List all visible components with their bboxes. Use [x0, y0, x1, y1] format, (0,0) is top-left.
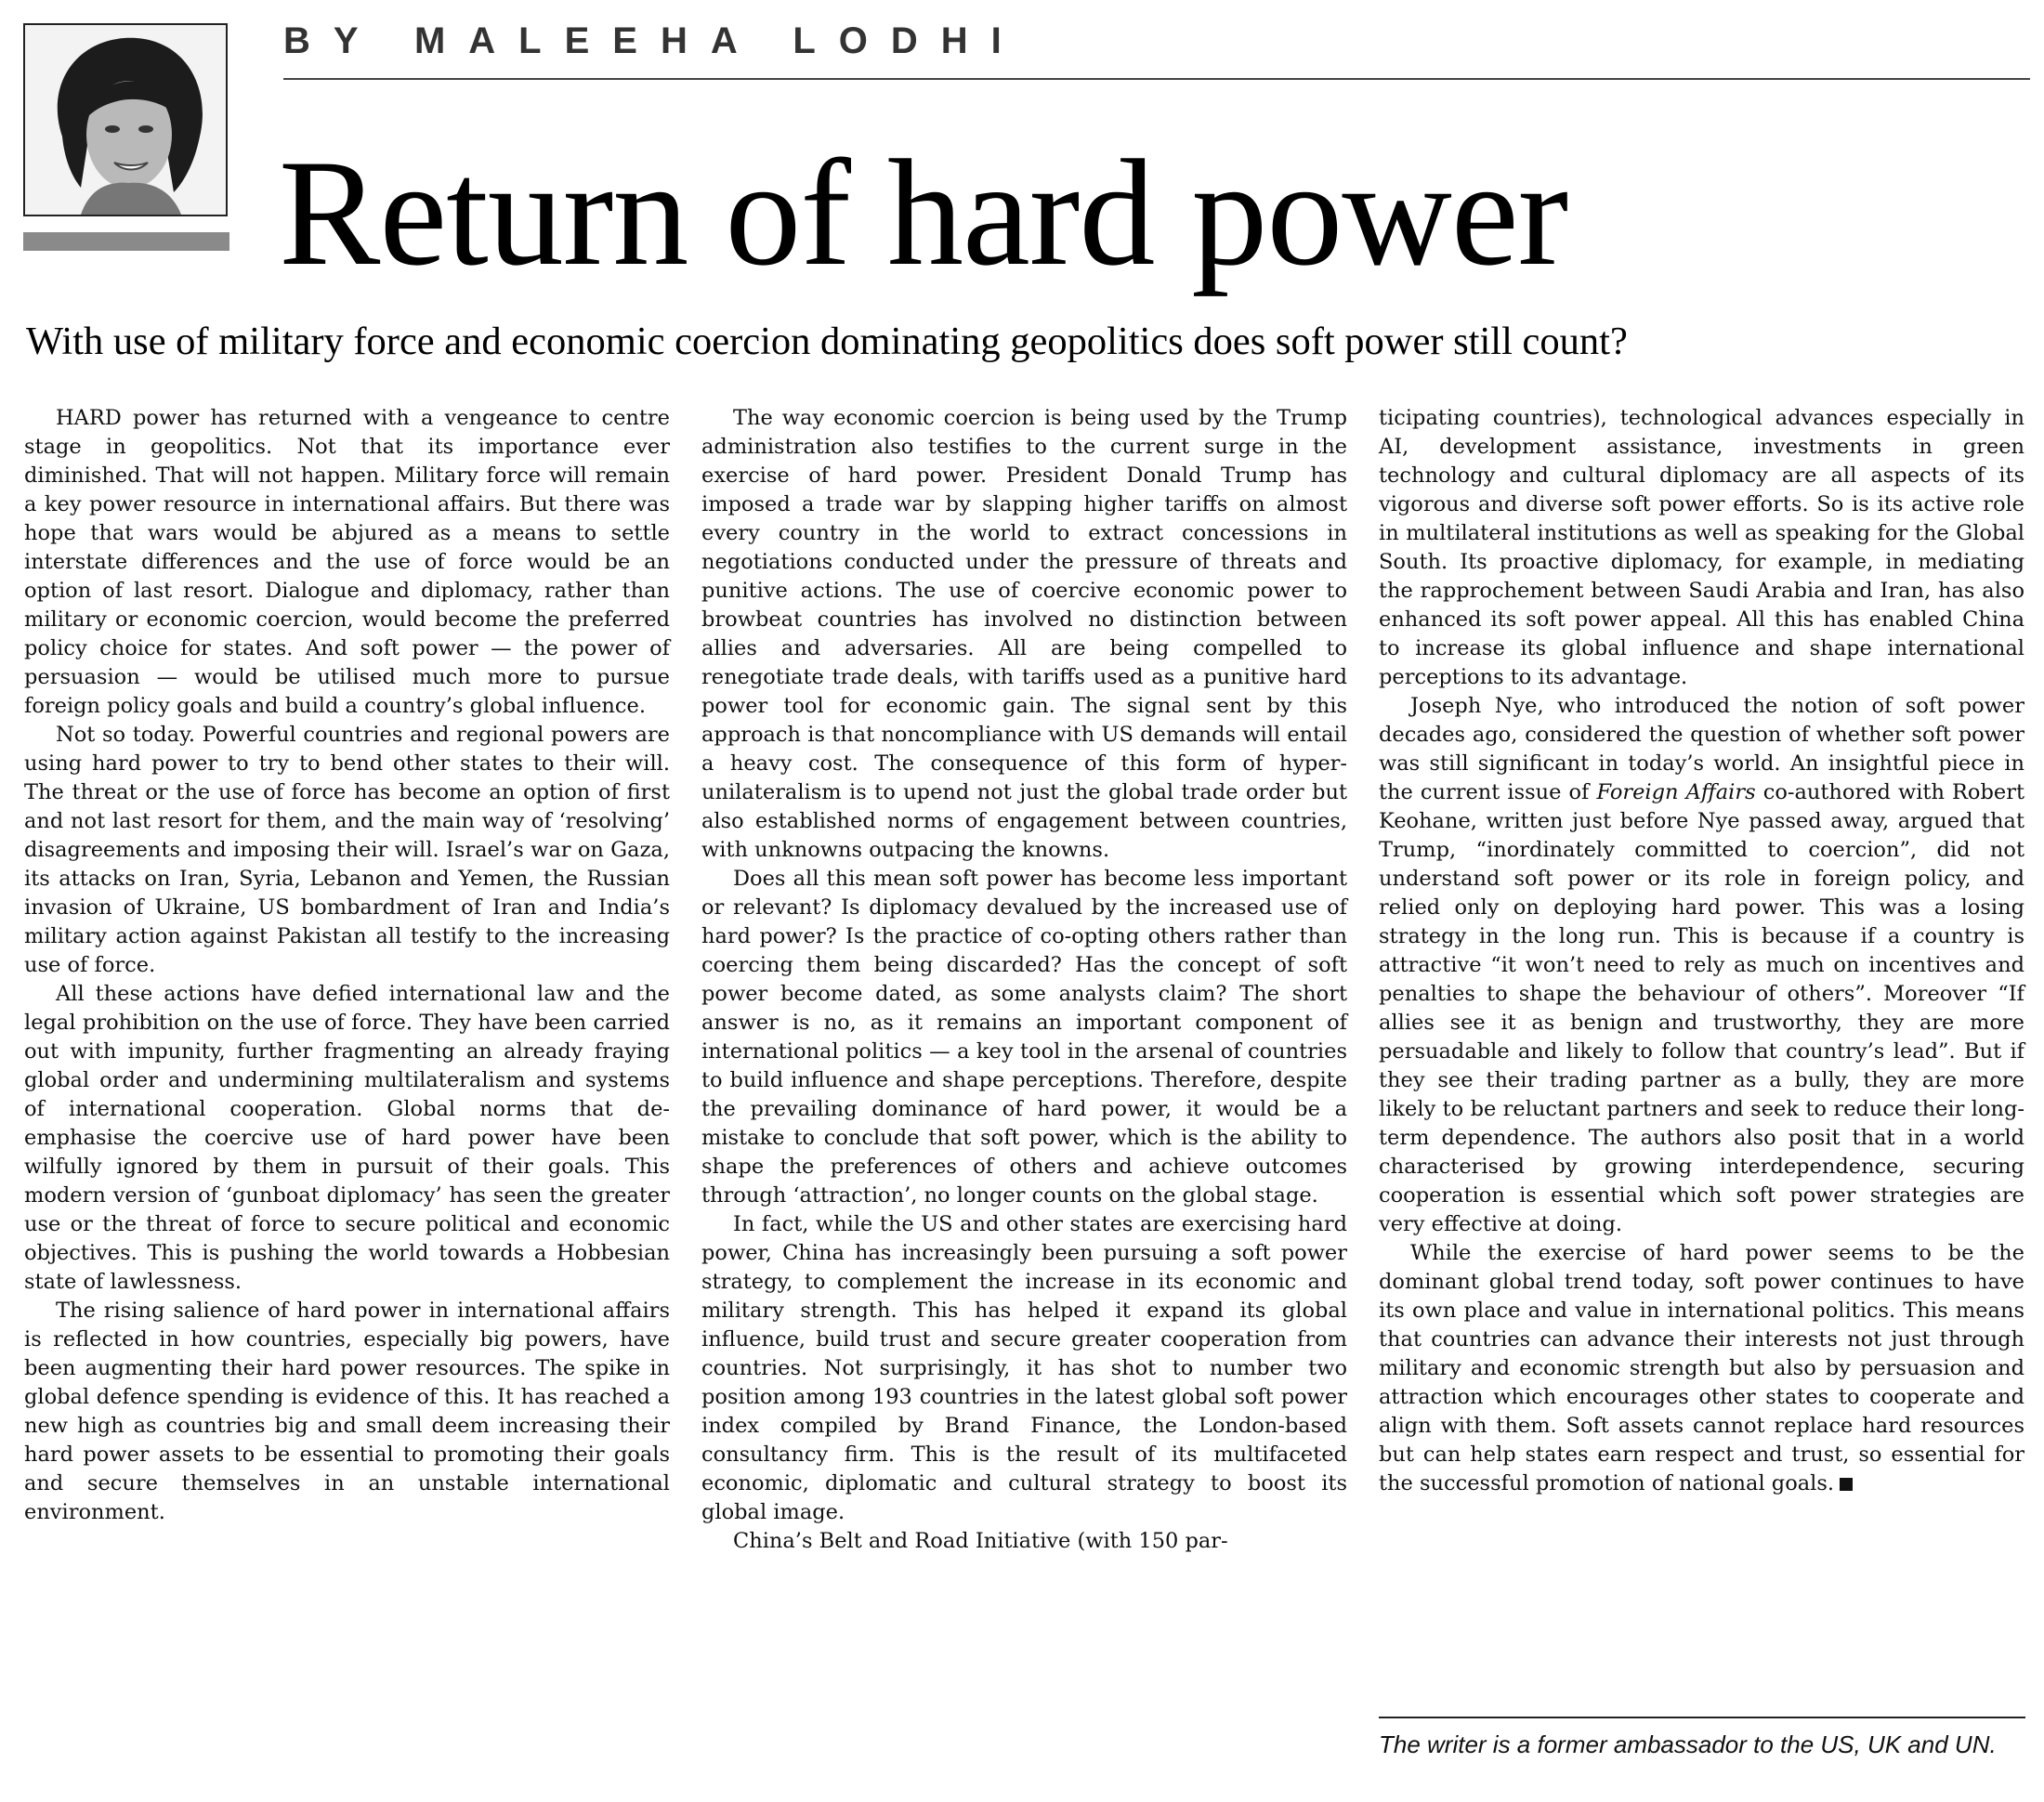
article-column-1: [24, 404, 670, 1527]
author-portrait: [23, 23, 228, 216]
paragraph: The rising salience of hard power in international affairs is reflected in how countries, especially big powers, have been augmenting their hard power resources. The spike in global defence spending is evidence of this. It has reached a new high as countries big and small deem increasing their hard power assets to be essential to promoting their goals and secure themselves in an unstable international environment.: [24, 1299, 670, 1524]
publication-title: Foreign Affairs: [1596, 780, 1756, 804]
paragraph: [1379, 692, 2024, 1239]
paragraph: In fact, while the US and other states are exercising hard power, China has increasingly been pursuing a soft power strategy, to complement the increase in its economic and military strength. This has helped it expand its global influence, build trust and secure greater cooperation from countries. Not surprisingly, it has shot to number two position among 193 countries in the latest global soft power index compiled by Brand Finance, the London-based consultancy firm. This is the result of its multifaceted economic, diplomatic and cultural strategy to boost its global image.: [701, 1212, 1347, 1524]
paragraph: [1379, 1239, 2024, 1498]
article-column-3: [1379, 404, 2024, 1498]
footnote-rule: [1379, 1717, 2025, 1718]
headline: Return of hard power: [279, 129, 1568, 297]
author-footnote: The writer is a former ambassador to the US, UK and UN.: [1379, 1730, 1997, 1758]
standfirst: With use of military force and economic coercion dominating geopolitics does soft power still count?: [26, 320, 1628, 363]
paragraph-text: While the exercise of hard power seems to be the dominant global trend today, soft power continues to have its own place and value in international politics. This means that countries can advance their interests not just through military and economic strength but also by persuasion and attraction which encourages other states to cooperate and align with them. Soft assets cannot replace hard resources but can help states earn respect and trust, so essential for the successful promotion of national goals.: [1379, 1241, 2024, 1495]
portrait-accent-bar: [23, 232, 229, 251]
paragraph: China’s Belt and Road Initiative (with 150 par-: [733, 1529, 1228, 1553]
paragraph: HARD power has returned with a vengeance to centre stage in geopolitics. Not that its importance ever diminished. That will not happen. Military force will remain a key power resource in international affairs. But there was hope that wars would be abjured as a means to settle interstate differences and the use of force would be an option of last resort. Dialogue and diplomacy, rather than military or economic coercion, would become the preferred policy choice for states. And soft power — the power of persuasion — would be utilised much more to pursue foreign policy goals and build a country’s global influence.: [24, 406, 670, 718]
paragraph: Does all this mean soft power has become less important or relevant? Is diplomacy devalued by the increased use of hard power? Is the practice of co-opting others rather than coercing them being discarded? Has the concept of soft power become dated, as some analysts claim? The short answer is no, as it remains an important component of international politics — a key tool in the arsenal of countries to build influence and shape perceptions. Therefore, despite the prevailing dominance of hard power, it would be a mistake to conclude that soft power, which is the ability to shape the preferences of others and achieve outcomes through ‘attraction’, no longer counts on the global stage.: [701, 867, 1347, 1208]
paragraph: Not so today. Powerful countries and regional powers are using hard power to try to bend other states to their will. The threat or the use of force has become an option of first and not last resort for them, and the main way of ‘resolving’ disagreements and imposing their will. Israel’s war on Gaza, its attacks on Iran, Syria, Lebanon and Yemen, the Russian invasion of Ukraine, US bombardment of Iran and India’s military action against Pakistan all testify to the increasing use of force.: [24, 723, 670, 977]
end-of-article-mark: [1840, 1478, 1853, 1491]
paragraph-continued: ticipating countries), technological advances especially in AI, development assistance, investments in green technology and cultural diplomacy are all aspects of its vigorous and diverse soft power efforts. So is its active role in multilateral institutions as well as speaking for the Global South. Its proactive diplomacy, for example, in mediating the rapprochement between Saudi Arabia and Iran, has also enhanced its soft power appeal. All this has enabled China to increase its global influence and shape international perceptions to its advantage.: [1379, 406, 2024, 689]
paragraph: All these actions have defied international law and the legal prohibition on the use of force. They have been carried out with impunity, further fragmenting an already fraying global order and undermining multilateralism and systems of international cooperation. Global norms that de-emphasise the coercive use of hard power have been wilfully ignored by them in pursuit of their goals. This modern version of ‘gunboat diplomacy’ has seen the greater use or the threat of force to secure political and economic objectives. This is pushing the world towards a Hobbesian state of lawlessness.: [24, 982, 670, 1294]
article-column-2: [701, 404, 1347, 1556]
author-portrait-image: [25, 25, 226, 215]
paragraph-text: Joseph Nye, who introduced the notion of soft power decades ago, considered the question of whether soft power was still significant in today’s world. An insightful piece in the current issue of: [1379, 694, 2024, 804]
byline-rule: [283, 78, 2030, 80]
paragraph-text: co-authored with Robert Keohane, written just before Nye passed away, argued that Trump, “inordinately committed to coercion”, did not understand soft power or its role in foreign policy, and relied only on deploying hard power. This was a losing strategy in the long run. This is because if a country is attractive “it won’t need to rely as much on incentives and penalties to shape the behaviour of others”. Moreover “If allies see it as benign and trustworthy, they are more persuadable and likely to follow that country’s lead”. But if they see their trading partner as a bully, they are more likely to be reluctant partners and seek to reduce their long-term dependence. The authors also posit that in a world characterised by growing interdependence, securing cooperation is essential which soft power strategies are very effective at doing.: [1379, 780, 2024, 1236]
paragraph: The way economic coercion is being used by the Trump administration also testifies to the current surge in the exercise of hard power. President Donald Trump has imposed a trade war by slapping higher tariffs on almost every country in the world to extract concessions in negotiations conducted under the pressure of threats and punitive actions. The use of coercive economic power to browbeat countries has involved no distinction between allies and adversaries. All are being compelled to renegotiate trade deals, with tariffs used as a punitive hard power tool for economic gain. The signal sent by this approach is that noncompliance with US demands will entail a heavy cost. The consequence of this form of hyper-unilateralism is to upend not just the global trade order but also established norms of engagement between countries, with unknowns outpacing the knowns.: [701, 406, 1347, 862]
byline: BY MALEEHA LODHI: [283, 20, 1025, 61]
